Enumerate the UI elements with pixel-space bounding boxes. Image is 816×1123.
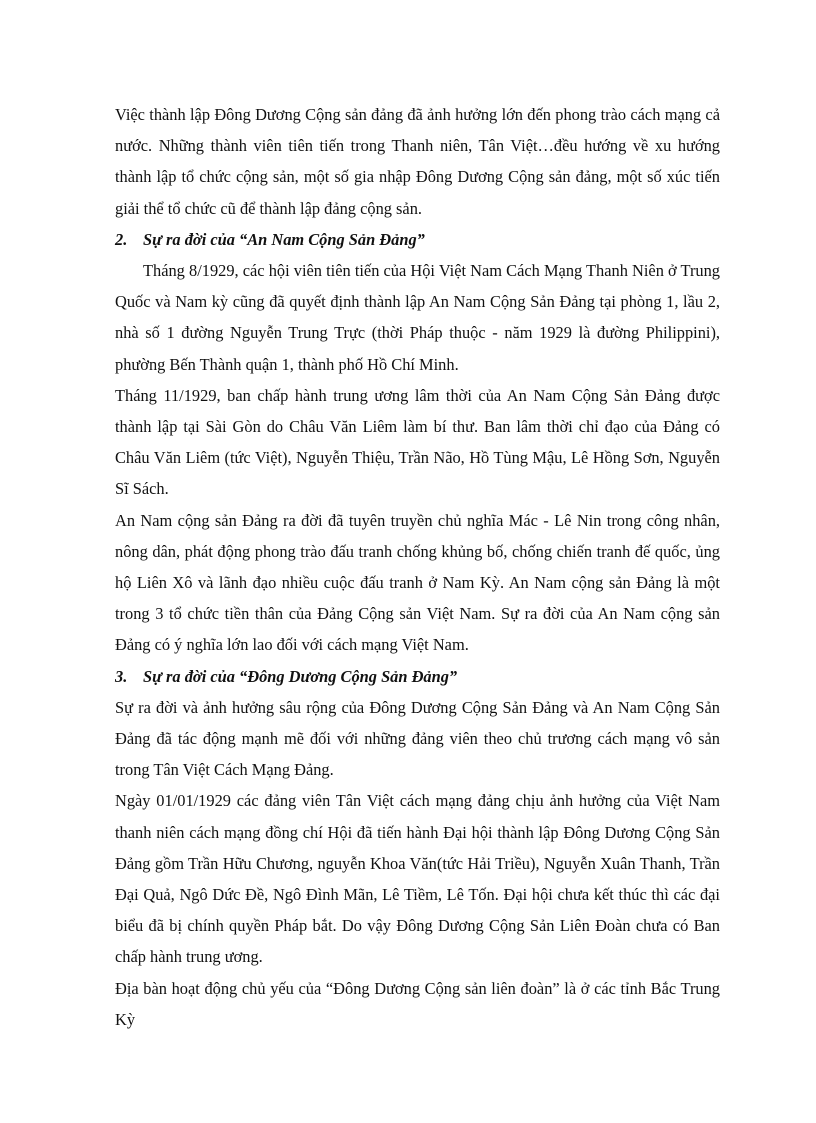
paragraph-dong-duong-congress: Ngày 01/01/1929 các đảng viên Tân Việt cách mạng đảng chịu ảnh hưởng của Việt Nam thanh niên cách mạng đồng chí Hội đã tiến hành Đại hội thành lập Đông Dương Cộng Sản Đảng gồm Trần Hữu Chương, nguyễn Khoa Văn(tức Hải Triều), Nguyễn Xuân Thanh, Trần Đại Quả, Ngô Dức Đề, Ngô Đình Mãn, Lê Tiềm, Lê Tốn. Đại hội chưa kết thúc thì các đại biểu đã bị chính quyền Pháp bắt. Do vậy Đông Dương Cộng Sản Liên Đoàn chưa có Ban chấp hành trung ương. [115, 791, 720, 967]
paragraph-operating-area: Địa bàn hoạt động chủ yếu của “Đông Dương Cộng sản liên đoàn” là ở các tỉnh Bắc Trung Kỳ [115, 978, 720, 1029]
paragraph-an-nam-significance: An Nam cộng sản Đảng ra đời đã tuyên truyền chủ nghĩa Mác - Lê Nin trong công nhân, nông dân, phát động phong trào đấu tranh chống khủng bố, chống chiến tranh đế quốc, ủng hộ Liên Xô và lãnh đạo nhiều cuộc đấu tranh ở Nam Kỳ. An Nam cộng sản Đảng là một trong 3 tổ chức tiền thân của Đảng Cộng sản Việt Nam. Sự ra đời của An Nam cộng sản Đảng có ý nghĩa lớn lao đối với cách mạng Việt Nam. [115, 510, 720, 655]
section-title: Sự ra đời của “Đông Dương Cộng Sản Đảng” [143, 666, 458, 686]
section-heading-2 [115, 224, 720, 255]
section-number: 3. [115, 666, 128, 686]
section-heading-3 [115, 661, 720, 692]
paragraph-tan-viet-impact: Sự ra đời và ảnh hưởng sâu rộng của Đông Dương Cộng Sản Đảng và An Nam Cộng Sản Đảng đã tác động mạnh mẽ đối với những đảng viên theo chủ trương cách mạng vô sản trong Tân Việt Cách Mạng Đảng. [115, 697, 720, 780]
paragraph-central-committee: Tháng 11/1929, ban chấp hành trung ương lâm thời của An Nam Cộng Sản Đảng được thành lập tại Sài Gòn do Châu Văn Liêm làm bí thư. Ban lâm thời chỉ đạo của Đảng có Châu Văn Liêm (tức Việt), Nguyễn Thiệu, Trần Não, Hồ Tùng Mậu, Lê Hồng Sơn, Nguyễn Sĩ Sách. [115, 385, 720, 499]
paragraph-an-nam-founding: Tháng 8/1929, các hội viên tiên tiến của Hội Việt Nam Cách Mạng Thanh Niên ở Trung Quốc và Nam kỳ cũng đã quyết định thành lập An Nam Cộng Sản Đảng tại phòng 1, lầu 2, nhà số 1 đường Nguyễn Trung Trực (thời Pháp thuộc - năm 1929 là đường Philippini), phường Bến Thành quận 1, thành phố Hồ Chí Minh. [115, 261, 720, 374]
document-page [115, 99, 720, 1035]
section-title: Sự ra đời của “An Nam Cộng Sản Đảng” [143, 229, 425, 249]
section-number: 2. [115, 229, 128, 249]
paragraph-intro: Việc thành lập Đông Dương Cộng sản đảng đã ảnh hưởng lớn đến phong trào cách mạng cả nước. Những thành viên tiên tiến trong Thanh niên, Tân Việt…đều hướng về xu hướng thành lập tổ chức cộng sản, một số gia nhập Đông Dương Cộng sản đảng, một số xúc tiến giải thể tổ chức cũ để thành lập đảng cộng sản. [115, 105, 720, 218]
